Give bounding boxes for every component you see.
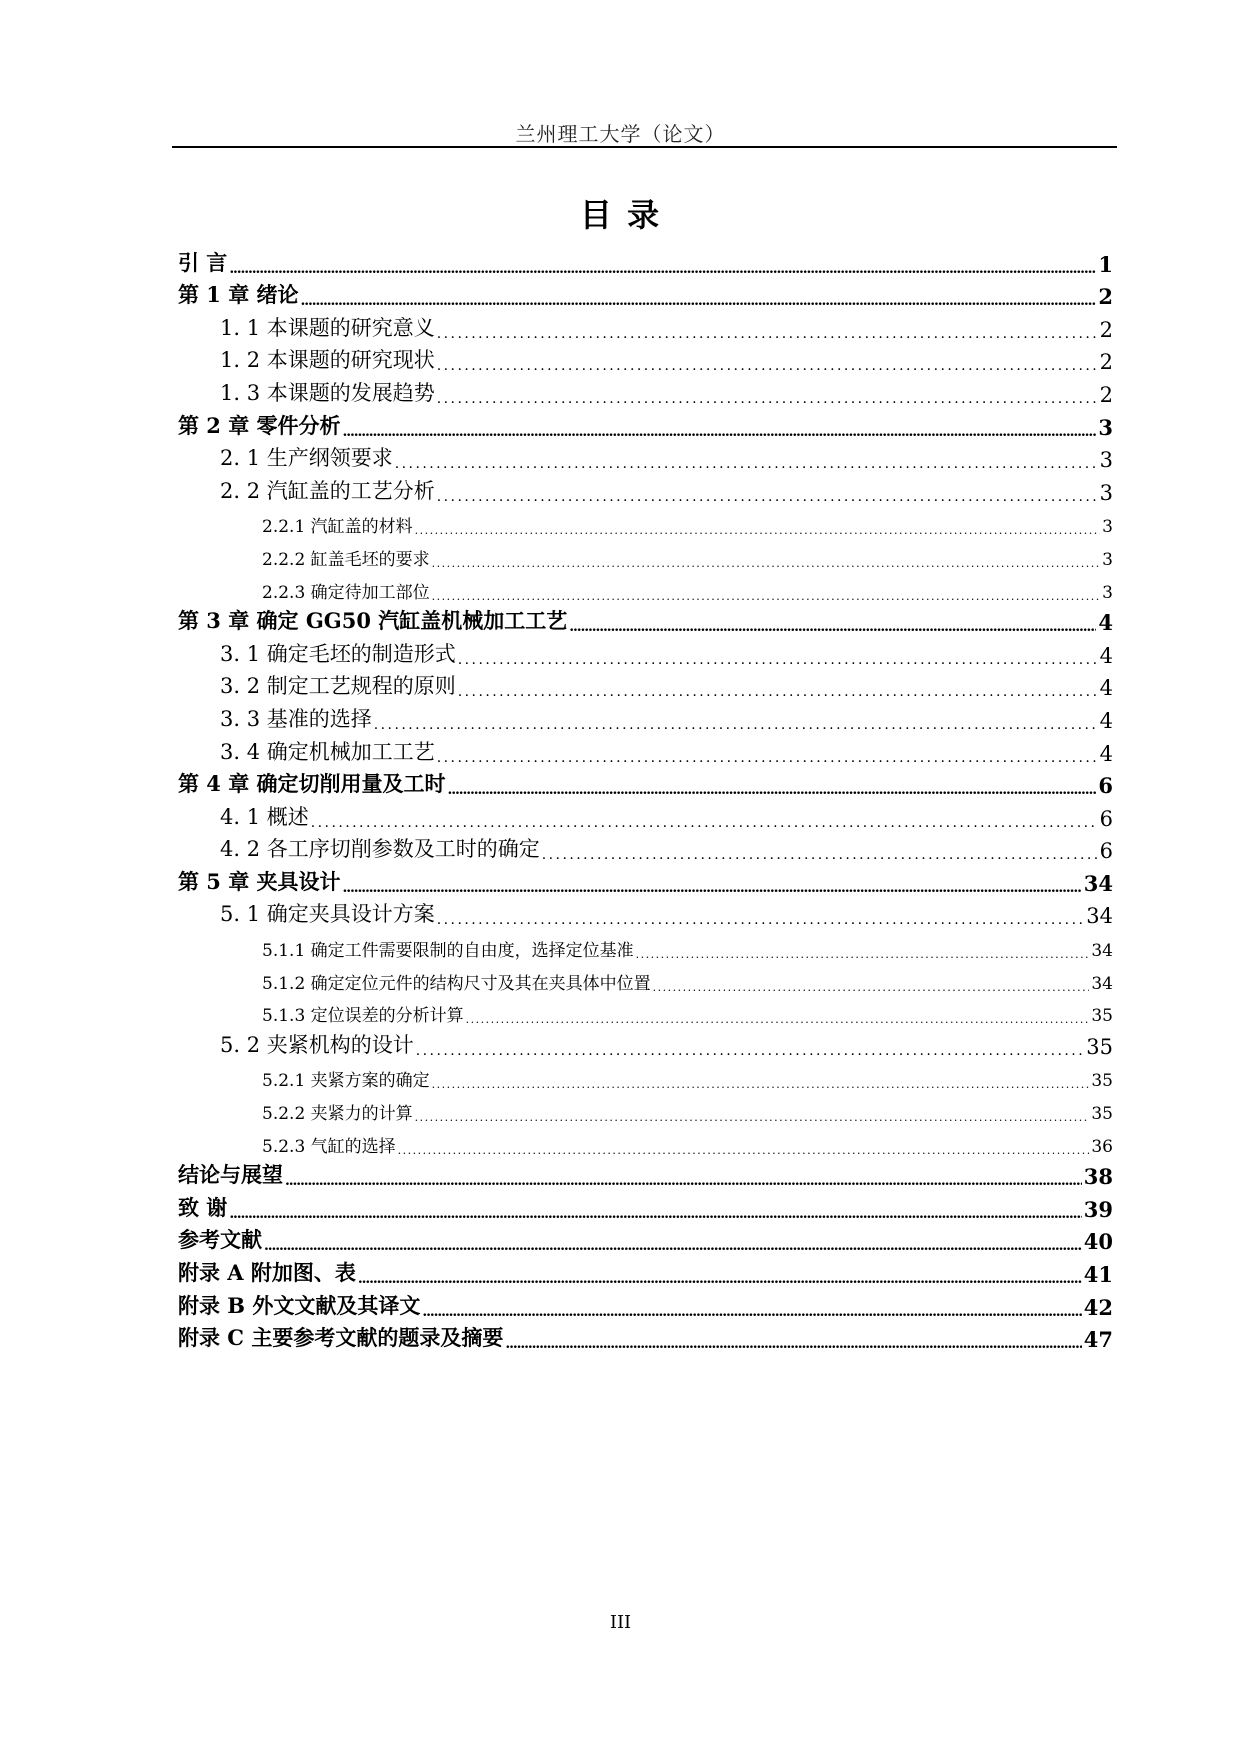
toc-entry-label: 4. 1 概述	[220, 804, 309, 829]
toc-entry-label: 2. 1 生产纲领要求	[220, 446, 393, 471]
toc-entry-page: 35	[1091, 1071, 1113, 1092]
dot-leader	[358, 1271, 1082, 1287]
toc-entry-label: 5.1.3 定位误差的分析计算	[262, 1006, 464, 1027]
toc-entry-page: 2	[1099, 350, 1113, 375]
toc-entry-label: 第 2 章 零件分析	[178, 412, 341, 438]
toc-entry-page: 34	[1086, 904, 1113, 929]
dot-leader	[437, 912, 1085, 928]
toc-entry[interactable]	[178, 407, 1113, 440]
toc-entry-label: 附录 A 附加图、表	[178, 1260, 356, 1285]
dot-leader	[301, 293, 1097, 309]
toc-entry-page: 35	[1091, 1006, 1113, 1027]
toc-entry-label: 3. 1 确定毛坯的制造形式	[220, 641, 456, 666]
dot-leader	[229, 1206, 1081, 1222]
toc-entry-label: 第 1 章 绪论	[178, 282, 299, 308]
dot-leader	[505, 1336, 1081, 1352]
toc-entry-label: 5.2.1 夹紧方案的确定	[262, 1071, 430, 1092]
header-rule	[172, 146, 1117, 148]
toc-entry[interactable]	[178, 896, 1113, 929]
toc-entry[interactable]	[178, 277, 1113, 310]
toc-entry[interactable]	[178, 700, 1113, 733]
toc-entry[interactable]	[178, 1254, 1113, 1287]
dot-leader	[415, 524, 1101, 537]
dot-leader	[466, 1013, 1090, 1026]
toc-entry[interactable]	[178, 831, 1113, 864]
toc-entry[interactable]	[178, 733, 1113, 766]
dot-leader	[437, 358, 1098, 374]
toc-entry-page: 3	[1102, 517, 1113, 538]
toc-entry[interactable]	[178, 342, 1113, 375]
dot-leader	[458, 684, 1098, 700]
toc-entry[interactable]	[178, 1222, 1113, 1255]
toc-entry-label: 结论与展望	[178, 1162, 283, 1188]
toc-entry-label: 5.1.2 确定定位元件的结构尺寸及其在夹具体中位置	[262, 973, 651, 994]
toc-entry[interactable]	[178, 961, 1113, 994]
dot-leader	[432, 557, 1101, 570]
dot-leader	[311, 815, 1098, 831]
toc-entry[interactable]	[178, 1026, 1113, 1059]
toc-entry-page: 4	[1098, 610, 1113, 636]
toc-entry-page: 39	[1083, 1196, 1113, 1222]
toc-entry-label: 3. 4 确定机械加工工艺	[220, 739, 435, 764]
toc-entry-label: 第 3 章 确定 GG50 汽缸盖机械加工工艺	[178, 608, 568, 634]
toc-entry-page: 3	[1098, 414, 1113, 440]
toc-entry-page: 2	[1099, 317, 1113, 342]
dot-leader	[569, 619, 1096, 635]
dot-leader	[264, 1238, 1082, 1254]
toc-entry[interactable]	[178, 1287, 1113, 1320]
toc-entry-page: 4	[1099, 643, 1113, 668]
toc-entry[interactable]	[178, 1124, 1113, 1157]
toc-title: 目 录	[579, 196, 662, 234]
toc-entry[interactable]	[178, 374, 1113, 407]
toc-entry-label: 第 4 章 确定切削用量及工时	[178, 771, 446, 797]
toc-entry-page: 35	[1091, 1104, 1113, 1125]
toc-entry-page: 34	[1091, 941, 1113, 962]
toc-entry[interactable]	[178, 635, 1113, 668]
dot-leader	[653, 981, 1090, 994]
toc-entry-page: 42	[1083, 1294, 1113, 1320]
dot-leader	[636, 948, 1090, 961]
dot-leader	[395, 456, 1098, 472]
dot-leader	[343, 880, 1082, 896]
toc-entry-page: 4	[1099, 676, 1113, 701]
toc-entry-label: 1. 1 本课题的研究意义	[220, 315, 435, 340]
dot-leader	[437, 489, 1098, 505]
toc-entry-page: 40	[1083, 1229, 1113, 1255]
dot-leader	[416, 1043, 1085, 1059]
toc-entry-label: 附录 B 外文文献及其译文	[178, 1292, 421, 1318]
toc-entry[interactable]	[178, 1091, 1113, 1124]
running-header: 兰州理工大学（论文）	[515, 122, 726, 146]
toc-entry-page: 3	[1099, 448, 1113, 473]
toc-entry-label: 致 谢	[178, 1194, 228, 1220]
toc-entry-label: 5.2.2 夹紧力的计算	[262, 1104, 413, 1125]
dot-leader	[542, 847, 1098, 863]
toc-entry[interactable]	[178, 537, 1113, 570]
toc-entry[interactable]	[178, 472, 1113, 505]
toc-entry[interactable]	[178, 505, 1113, 538]
toc-entry-page: 6	[1099, 839, 1113, 864]
toc-entry-page: 4	[1099, 741, 1113, 766]
toc-entry-label: 2. 2 汽缸盖的工艺分析	[220, 478, 435, 503]
toc-entry-page: 3	[1099, 480, 1113, 505]
toc-entry[interactable]	[178, 440, 1113, 473]
dot-leader	[422, 1304, 1081, 1320]
toc-entry-page: 1	[1098, 251, 1113, 277]
toc-entry-label: 2.2.2 缸盖毛坯的要求	[262, 549, 430, 570]
toc-entry[interactable]	[178, 928, 1113, 961]
toc-entry-label: 2.2.1 汽缸盖的材料	[262, 517, 413, 538]
toc-entry[interactable]	[178, 570, 1113, 603]
toc-entry-page: 2	[1099, 382, 1113, 407]
toc-entry-label: 5.2.3 气缸的选择	[262, 1136, 396, 1157]
toc-entry-label: 引 言	[178, 249, 228, 275]
dot-leader	[437, 750, 1098, 766]
toc-entry[interactable]	[178, 766, 1113, 799]
dot-leader	[415, 1111, 1090, 1124]
toc-entry-label: 2.2.3 确定待加工部位	[262, 582, 430, 603]
toc-entry-page: 6	[1098, 773, 1113, 799]
toc-entry[interactable]	[178, 798, 1113, 831]
toc-entry[interactable]	[178, 244, 1113, 277]
toc-entry-label: 4. 2 各工序切削参数及工时的确定	[220, 837, 540, 862]
toc-entry-label: 5.1.1 确定工件需要限制的自由度，选择定位基准	[262, 941, 634, 962]
toc-entry-label: 5. 2 夹紧机构的设计	[220, 1032, 414, 1057]
toc-entry[interactable]	[178, 603, 1113, 636]
toc-entry-page: 38	[1083, 1164, 1113, 1190]
dot-leader	[432, 590, 1101, 603]
dot-leader	[374, 717, 1098, 733]
toc-entry-page: 4	[1099, 708, 1113, 733]
dot-leader	[343, 424, 1097, 440]
toc-entry-page: 41	[1083, 1262, 1113, 1287]
toc-entry-label: 3. 2 制定工艺规程的原则	[220, 674, 456, 699]
toc-entry-label: 1. 2 本课题的研究现状	[220, 348, 435, 373]
toc-entry-page: 36	[1091, 1136, 1113, 1157]
toc-entry-label: 1. 3 本课题的发展趋势	[220, 380, 435, 405]
page-number: III	[609, 1612, 632, 1633]
toc-entry-page: 35	[1086, 1034, 1113, 1059]
toc-entry-page: 3	[1102, 582, 1113, 603]
dot-leader	[458, 652, 1098, 668]
toc-entry[interactable]	[178, 994, 1113, 1027]
toc-entry[interactable]	[178, 1059, 1113, 1092]
dot-leader	[285, 1173, 1082, 1189]
toc-entry-label: 5. 1 确定夹具设计方案	[220, 902, 435, 927]
toc-entry-page: 6	[1099, 806, 1113, 831]
dot-leader	[398, 1144, 1090, 1157]
toc-entry-page: 47	[1083, 1327, 1113, 1353]
toc-entry[interactable]	[178, 863, 1113, 896]
dot-leader	[229, 261, 1096, 277]
toc-entry-label: 3. 3 基准的选择	[220, 706, 372, 731]
toc-entry-label: 参考文献	[178, 1227, 262, 1253]
dot-leader	[448, 782, 1097, 798]
dot-leader	[432, 1078, 1090, 1091]
toc-entry[interactable]	[178, 1189, 1113, 1222]
toc-entry-page: 3	[1102, 549, 1113, 570]
toc-entry[interactable]	[178, 309, 1113, 342]
toc-entry-page: 34	[1083, 870, 1113, 896]
dot-leader	[437, 391, 1098, 407]
toc-entry-page: 34	[1091, 973, 1113, 994]
toc-entry[interactable]	[178, 1157, 1113, 1190]
toc-entry[interactable]	[178, 668, 1113, 701]
toc-entry[interactable]	[178, 1320, 1113, 1353]
toc-entry-label: 第 5 章 夹具设计	[178, 868, 341, 894]
dot-leader	[437, 326, 1098, 342]
table-of-contents	[178, 244, 1113, 1352]
toc-entry-page: 2	[1098, 284, 1113, 310]
toc-entry-label: 附录 C 主要参考文献的题录及摘要	[178, 1325, 504, 1351]
